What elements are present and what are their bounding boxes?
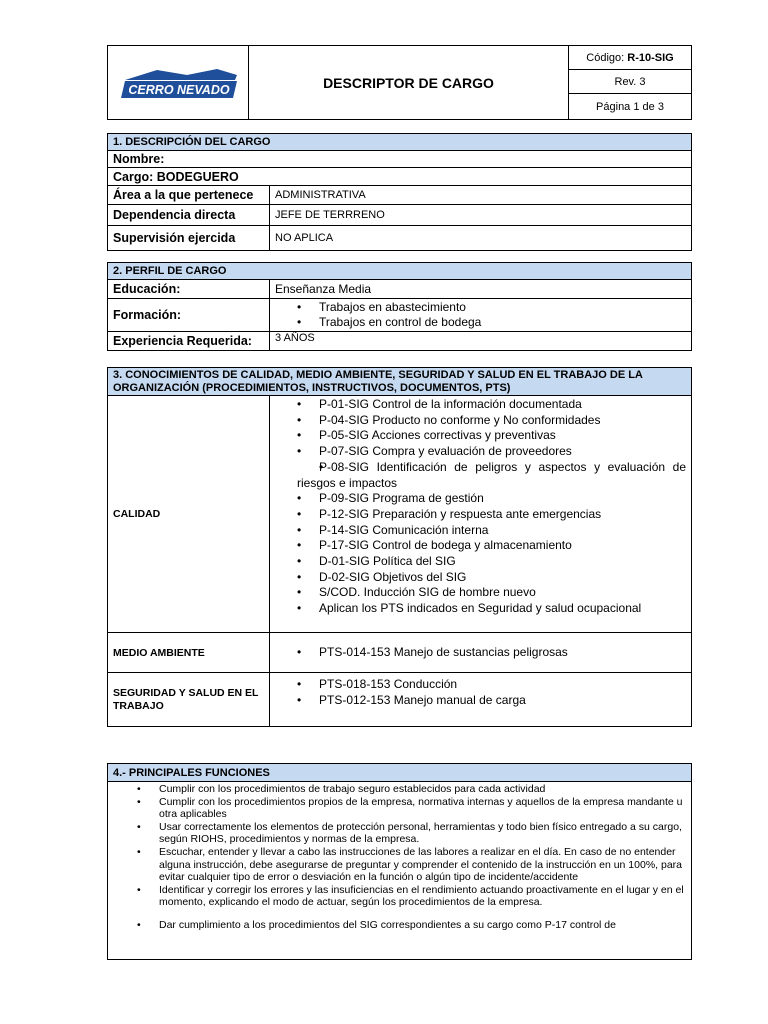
code-cell [569, 46, 692, 70]
code-label: Código: [586, 51, 625, 64]
list-item: • P-17-SIG Control de bodega y almacenamiento [275, 538, 686, 554]
list-item: • Escuchar, entender y llevar a cabo las instrucciones de las labores a realizar en el día. En caso de no entender alguna instrucción, debe asegurarse de preguntar y comprender el contenido de la instrucción en un 100%, para evitar cualquier tipo de error o desviación en la función o algún tipo de incidente/accidente [113, 846, 686, 884]
dependencia-value: JEFE DE TERRRENO [270, 205, 692, 226]
area-label: Área a la que pertenece [108, 186, 270, 205]
seguridad-label: SEGURIDAD Y SALUD EN EL TRABAJO [108, 673, 270, 727]
list-item: • PTS-014-153 Manejo de sustancias peligrosas [275, 645, 686, 661]
list-item: • P-09-SIG Programa de gestión [275, 491, 686, 507]
document-title: DESCRIPTOR DE CARGO [249, 46, 569, 120]
supervision-value: NO APLICA [270, 226, 692, 251]
formacion-label: Formación: [108, 299, 270, 332]
list-item: • P-14-SIG Comunicación interna [275, 523, 686, 539]
calidad-label: CALIDAD [108, 396, 270, 633]
section-4-table [107, 763, 692, 960]
calidad-list [275, 397, 686, 617]
list-item [275, 460, 686, 491]
list-item: • PTS-012-153 Manejo manual de carga [275, 693, 686, 709]
supervision-label: Supervisión ejercida [108, 226, 270, 251]
medio-ambiente-list [275, 645, 686, 661]
list-item-text: P-08-SIG Identificación de peligros y aspectos y evaluación de riesgos e impactos [297, 459, 686, 490]
educacion-value: Enseñanza Media [270, 280, 692, 299]
section-4-title: 4.- PRINCIPALES FUNCIONES [108, 764, 692, 782]
revision: Rev. 3 [569, 70, 692, 94]
formacion-cell [270, 299, 692, 332]
funciones-list [113, 783, 686, 932]
section-1-title: 1. DESCRIPCIÓN DEL CARGO [108, 134, 692, 151]
logo-cell [108, 46, 249, 120]
list-item: • Usar correctamente los elementos de protección personal, herramientas y todo bien físico entregado a su cargo, según RIOHS, procedimientos y normas de la empresa. [113, 821, 686, 846]
medio-ambiente-label: MEDIO AMBIENTE [108, 633, 270, 673]
section-1-table [107, 133, 692, 251]
list-item: • PTS-018-153 Conducción [275, 677, 686, 693]
section-3-table [107, 367, 692, 727]
list-item: • Cumplir con los procedimientos propios de la empresa, normativa internas y aquellos de la empresa mandante u otra aplicables [113, 796, 686, 821]
dependencia-label: Dependencia directa [108, 205, 270, 226]
experiencia-label: Experiencia Requerida: [108, 332, 270, 351]
experiencia-value: 3 AÑOS [270, 332, 692, 351]
list-item: • Trabajos en abastecimiento [275, 300, 686, 316]
area-value: ADMINISTRATIVA [270, 186, 692, 205]
page-number: Página 1 de 3 [569, 94, 692, 120]
cargo-label: Cargo: BODEGUERO [108, 168, 692, 186]
list-item: • P-12-SIG Preparación y respuesta ante emergencias [275, 507, 686, 523]
list-item: • Cumplir con los procedimientos de trabajo seguro establecidos para cada actividad [113, 783, 686, 796]
company-logo [108, 66, 248, 100]
list-item: • D-01-SIG Política del SIG [275, 554, 686, 570]
list-item: • Dar cumplimiento a los procedimientos del SIG correspondientes a su cargo como P-17 control de [113, 919, 686, 932]
funciones-cell [108, 782, 692, 960]
educacion-label: Educación: [108, 280, 270, 299]
list-item: • P-07-SIG Compra y evaluación de proveedores [275, 444, 686, 460]
list-item: • P-05-SIG Acciones correctivas y preventivas [275, 428, 686, 444]
section-2-title: 2. PERFIL DE CARGO [108, 263, 692, 280]
calidad-cell [270, 396, 692, 633]
list-item: • P-04-SIG Producto no conforme y No conformidades [275, 413, 686, 429]
list-item: • D-02-SIG Objetivos del SIG [275, 570, 686, 586]
medio-ambiente-cell [270, 633, 692, 673]
nombre-label: Nombre: [108, 151, 692, 168]
list-item: • Aplican los PTS indicados en Seguridad y salud ocupacional [275, 601, 686, 617]
section-3-title: 3. CONOCIMIENTOS DE CALIDAD, MEDIO AMBIENTE, SEGURIDAD Y SALUD EN EL TRABAJO DE LA ORGANIZACIÓN (PROCEDIMIENTOS, INSTRUCTIVOS, DOCUMENTOS, PTS) [108, 368, 692, 396]
section-2-table [107, 262, 692, 351]
seguridad-list [275, 677, 686, 708]
list-item: • Identificar y corregir los errores y las insuficiencias en el rendimiento actuando proactivamente en el lugar y en el momento, explicando el modo de actuar, según los procedimientos de la empresa. [113, 884, 686, 909]
formacion-list [275, 300, 686, 331]
list-item: • S/COD. Inducción SIG de hombre nuevo [275, 585, 686, 601]
logo-text: CERRO NEVADO [128, 82, 230, 97]
mountain-logo-icon [117, 66, 239, 100]
seguridad-cell [270, 673, 692, 727]
code-value: R-10-SIG [627, 51, 674, 64]
list-item: • P-01-SIG Control de la información documentada [275, 397, 686, 413]
list-item: • Trabajos en control de bodega [275, 315, 686, 331]
header-table [107, 45, 692, 120]
